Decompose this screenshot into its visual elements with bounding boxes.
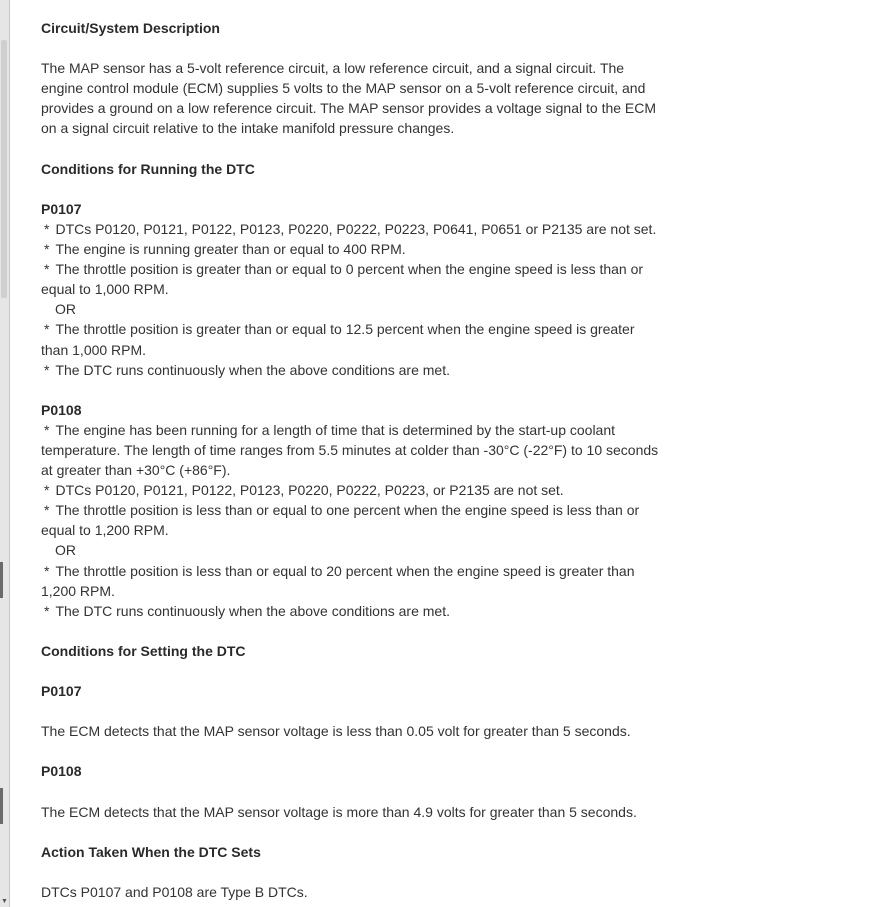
list-item-text: The throttle position is greater than or equal to 12.5 percent when the engine speed is greater than 1,000 RPM. [41,321,635,358]
dtc-code-label: P0108 [41,763,82,780]
bullet-icon: * [44,502,50,519]
bullet-icon: * [44,220,50,237]
left-scroll-panel[interactable] [0,0,10,907]
dtc-code-label: P0108 [41,401,82,418]
panel-marker [0,788,3,824]
list-item [41,480,661,500]
setting-condition-text: The ECM detects that the MAP sensor voltage is less than 0.05 volt for greater than 5 seconds. [41,723,631,740]
bullet-icon: * [44,482,50,499]
scroll-down-arrow-icon[interactable]: ▼ [1,898,8,905]
list-item [41,500,661,540]
list-item-text: The throttle position is less than or equal to one percent when the engine speed is less than or equal to 1,200 RPM. [41,502,640,539]
bullet-icon: * [44,361,50,378]
or-separator: OR [55,542,76,559]
dtc-code-label: P0107 [41,683,82,700]
bullet-icon: * [44,421,50,438]
section-heading-running-conditions: Conditions for Running the DTC [41,160,255,177]
list-item-text: The DTC runs continuously when the above conditions are met. [55,361,450,378]
list-item-text: The engine is running greater than or equal to 400 RPM. [55,241,406,258]
list-item-text: The engine has been running for a length of time that is determined by the start-up coolant temperature. The length of time ranges from 5.5 minutes at colder than -30°C (-22°F) to 10 seconds at greater than +30°C (+86°F). [41,421,659,479]
scrollbar-thumb[interactable] [1,40,7,298]
section-heading-circuit-description: Circuit/System Description [41,20,220,36]
list-item-text: DTCs P0120, P0121, P0122, P0123, P0220, P0222, P0223, P0641, P0651 or P2135 are not set. [55,220,657,237]
list-item [41,360,661,380]
setting-condition-text: The ECM detects that the MAP sensor voltage is more than 4.9 volts for greater than 5 seconds. [41,803,637,820]
bullet-icon: * [44,261,50,278]
dtc-code-label: P0107 [41,200,82,217]
section-heading-setting-conditions: Conditions for Setting the DTC [41,642,246,659]
list-item-text: The DTC runs continuously when the above conditions are met. [55,602,450,619]
list-item-text: The throttle position is less than or equal to 20 percent when the engine speed is greater than 1,200 RPM. [41,562,635,599]
bullet-icon: * [44,241,50,258]
panel-marker [0,562,3,598]
list-item-text: DTCs P0120, P0121, P0122, P0123, P0220, P0222, P0223, or P2135 are not set. [55,482,564,499]
list-item [41,420,661,480]
document-content [41,18,661,902]
action-taken-text: DTCs P0107 and P0108 are Type B DTCs. [41,884,308,901]
list-item [41,239,661,259]
bullet-icon: * [44,602,50,619]
list-item [41,259,661,299]
circuit-description-text: The MAP sensor has a 5-volt reference circuit, a low reference circuit, and a signal circuit. The engine control module (ECM) supplies 5 volts to the MAP sensor on a 5-volt reference circuit, and provides a ground on a low reference circuit. The MAP sensor provides a voltage signal to the ECM on a signal circuit relative to the intake manifold pressure changes. [41,60,657,137]
section-heading-action-taken: Action Taken When the DTC Sets [41,843,261,860]
list-item [41,319,661,359]
list-item [41,561,661,601]
list-item-text: The throttle position is greater than or equal to 0 percent when the engine speed is less than or equal to 1,000 RPM. [41,261,644,298]
list-item [41,219,661,239]
list-item [41,601,661,621]
bullet-icon: * [44,562,50,579]
or-separator: OR [55,301,76,318]
bullet-icon: * [44,321,50,338]
